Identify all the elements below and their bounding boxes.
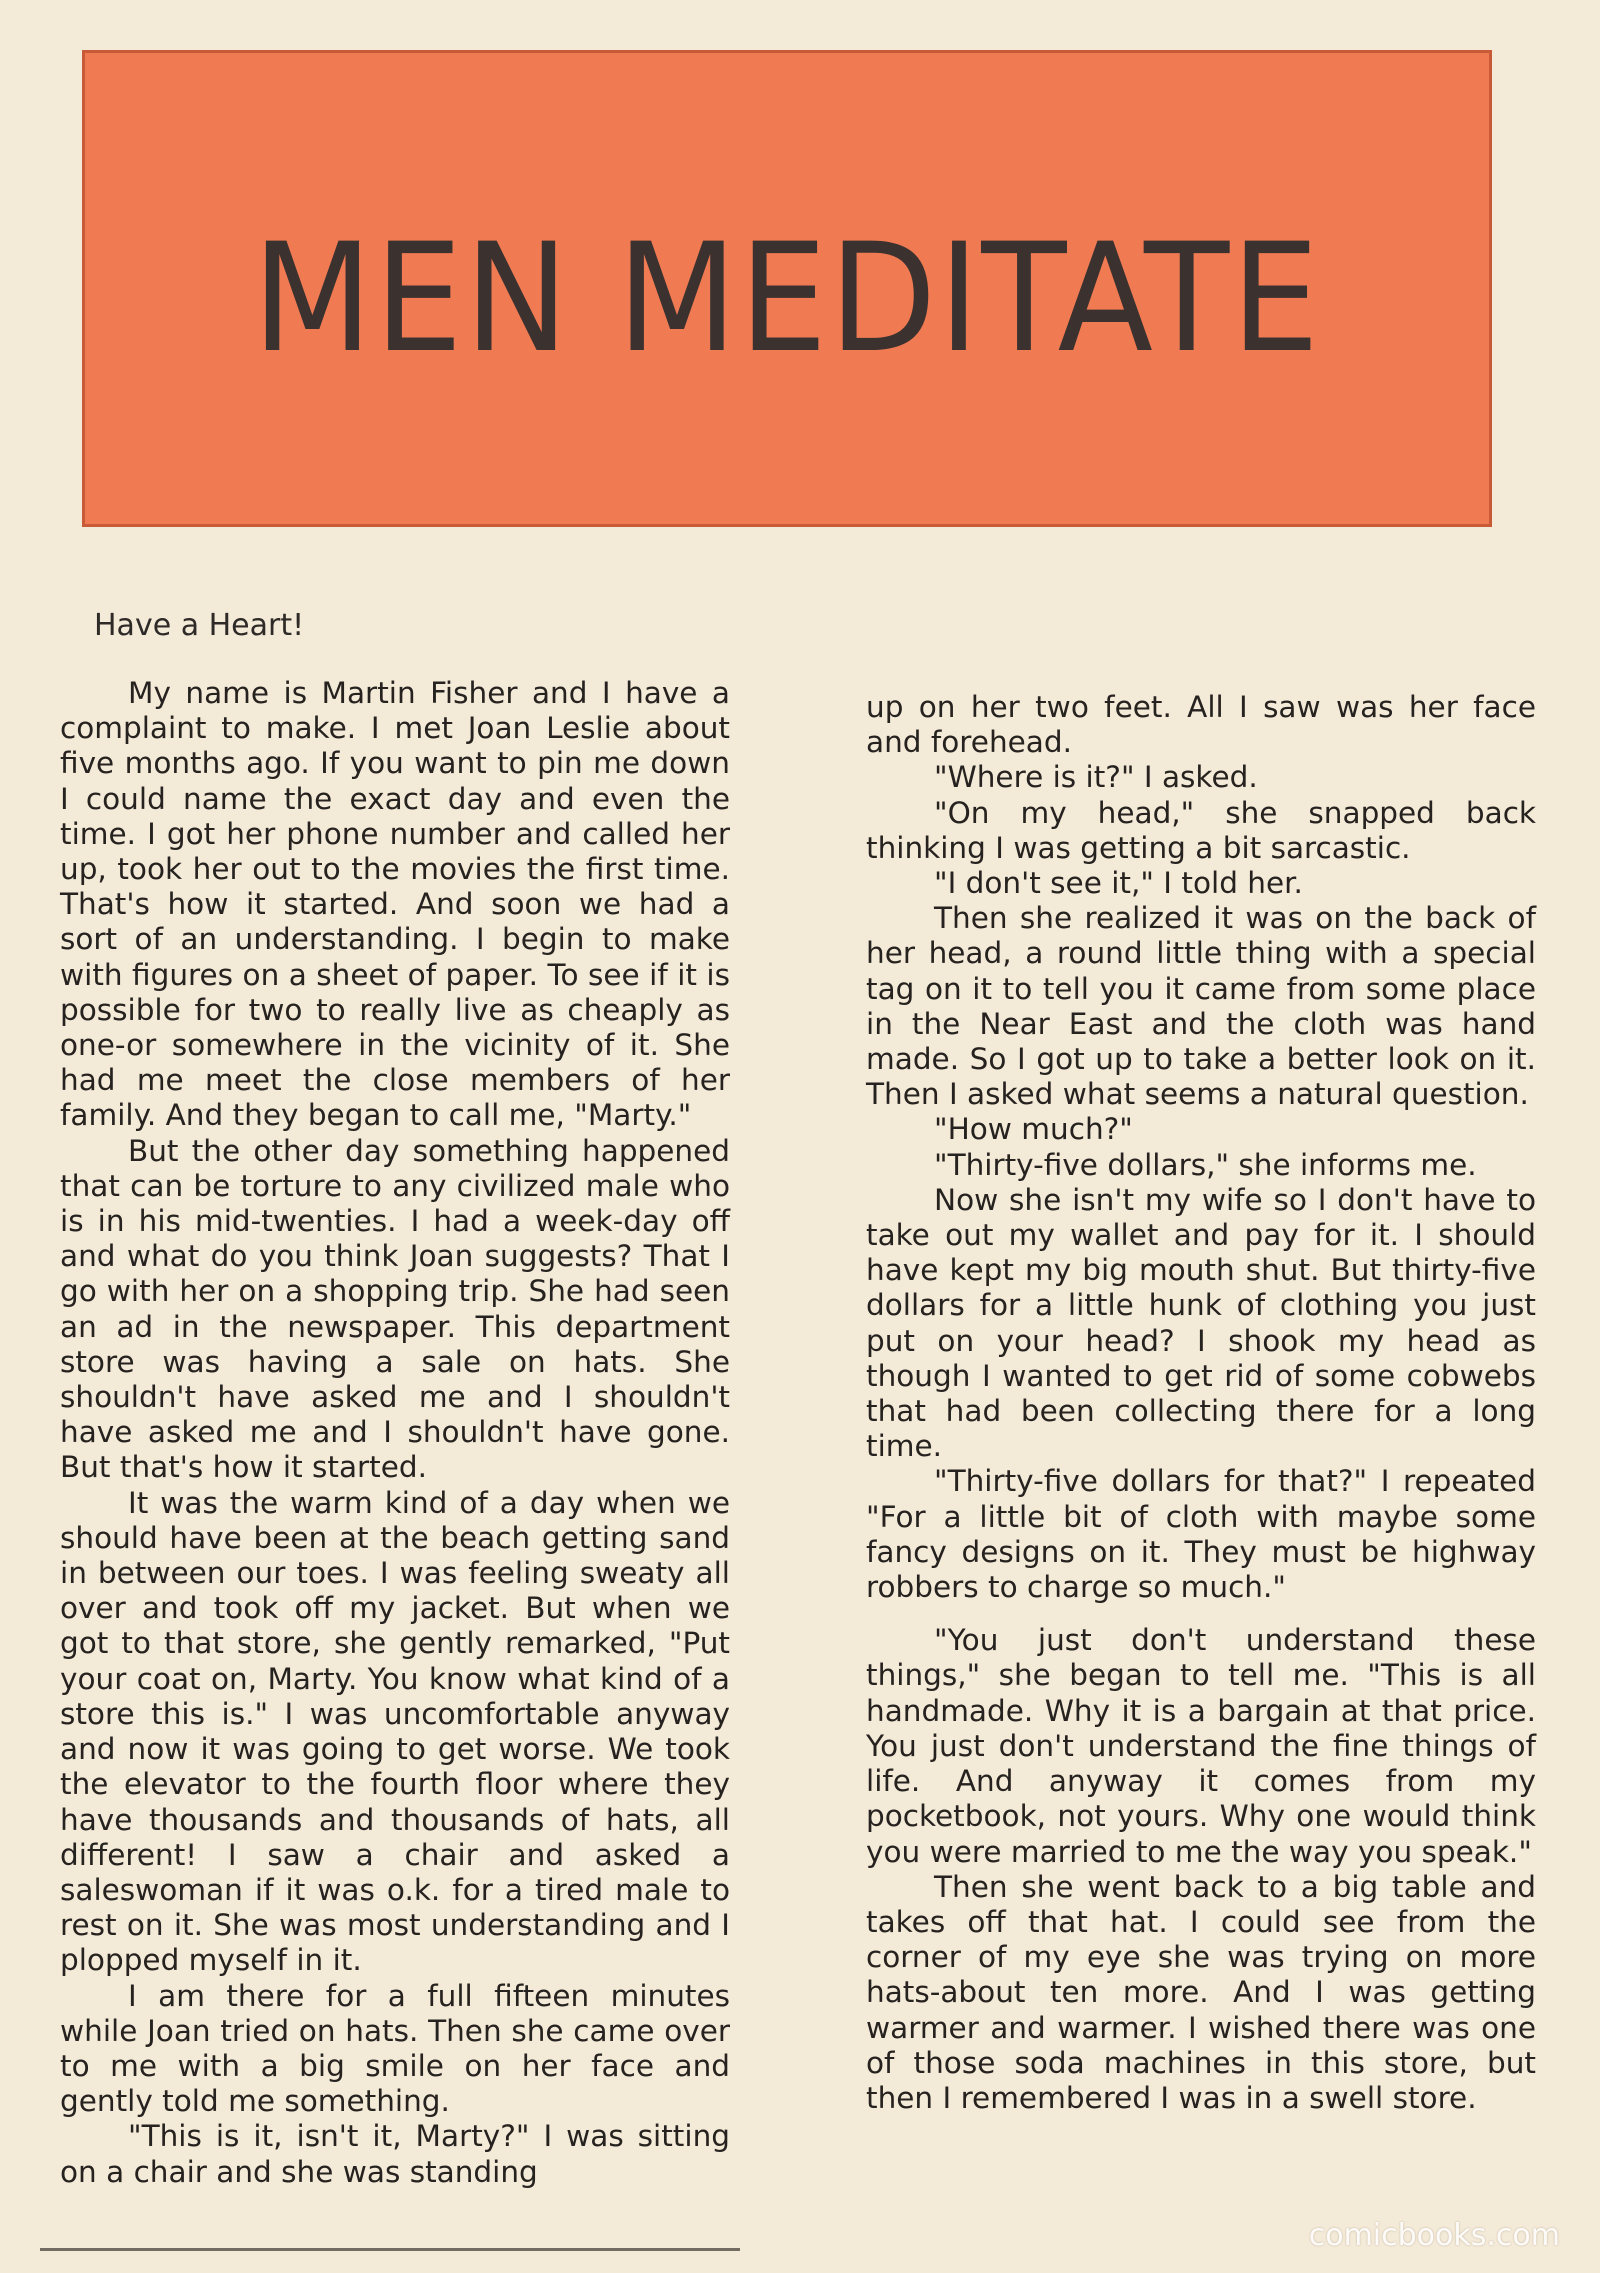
paragraph: "How much?": [934, 1112, 1133, 1147]
article-title: MEN MEDITATE: [252, 211, 1322, 386]
paragraph: "Where is it?" I asked.: [934, 760, 1258, 795]
paragraph: "This is it, isn't it, Marty?" I was sitting on a chair and she was standing: [60, 2119, 730, 2189]
paragraph: "You just don't understand these things," she began to tell me. "This is all handmade. Why it is a bargain at that price. You just don't understand the fine things of life. And anyway it comes from my pocketbook, not yours. Why one would think you were married to me the way you speak.": [866, 1623, 1536, 1869]
paragraph: My name is Martin Fisher and I have a complaint to make. I met Joan Leslie about five months ago. If you want to pin me down I could name the exact day and even the time. I got her phone number and called her up, took her out to the movies the first time. That's how it started. And soon we had a sort of an understanding. I begin to make with figures on a sheet of paper. To see if it is possible for two to really live as cheaply as one-or somewhere in the vicinity of it. She had me meet the close members of her family. And they began to call me, "Marty.": [60, 676, 730, 1133]
paragraph: Then she went back to a big table and takes off that hat. I could see from the corner of my eye she was trying on more hats-about ten more. And I was getting warmer and warmer. I wished there was one of those soda machines in this store, but then I remembered I was in a swell store.: [866, 1869, 1536, 2115]
paragraph: Then she realized it was on the back of her head, a round little thing with a special tag on it to tell you it came from some place in the Near East and the cloth was hand made. So I got up to take a better look on it. Then I asked what seems a natural question.: [866, 901, 1536, 1112]
paragraph: But the other day something happened that can be torture to any civilized male who is in his mid-twenties. I had a week-day off and what do you think Joan suggests? That I go with her on a shopping trip. She had seen an ad in the newspaper. This department store was having a sale on hats. She shouldn't have asked me and I shouldn't have asked me and I shouldn't have gone. But that's how it started.: [60, 1133, 730, 1485]
watermark: comicbooks.com: [1308, 2218, 1560, 2253]
paragraph: "On my head," she snapped back thinking I was getting a bit sarcastic.: [866, 795, 1536, 865]
bottom-rule: [40, 2248, 740, 2251]
paragraph: up on her two feet. All I saw was her face and forehead.: [866, 690, 1536, 760]
paragraph: Now she isn't my wife so I don't have to take out my wallet and pay for it. I should have kept my big mouth shut. But thirty-five dollars for a little hunk of clothing you just put on your head? I shook my head as though I wanted to get rid of some cobwebs that had been collecting there for a long time.: [866, 1182, 1536, 1464]
paragraph: "I don't see it," I told her.: [934, 866, 1303, 901]
paragraph: I am there for a full fifteen minutes while Joan tried on hats. Then she came over to me with a big smile on her face and gently told me something.: [60, 1978, 730, 2119]
title-banner: [82, 50, 1492, 527]
paragraph: It was the warm kind of a day when we should have been at the beach getting sand in between our toes. I was feeling sweaty all over and took off my jacket. But when we got to that store, she gently remarked, "Put your coat on, Marty. You know what kind of a store this is." I was uncomfortable anyway and now it was going to get worse. We took the elevator to the fourth floor where they have thousands and thousands of hats, all different! I saw a chair and asked a saleswoman if it was o.k. for a tired male to rest on it. She was most understanding and I plopped myself in it.: [60, 1485, 730, 1978]
paragraph: "Thirty-five dollars," she informs me.: [934, 1147, 1477, 1182]
article-subtitle: Have a Heart!: [94, 608, 305, 643]
paragraph: "Thirty-five dollars for that?" I repeated "For a little bit of cloth with maybe some fancy designs on it. They must be highway robbers to charge so much.": [866, 1464, 1536, 1605]
left-column: [60, 676, 730, 2190]
right-column: [866, 690, 1536, 2116]
